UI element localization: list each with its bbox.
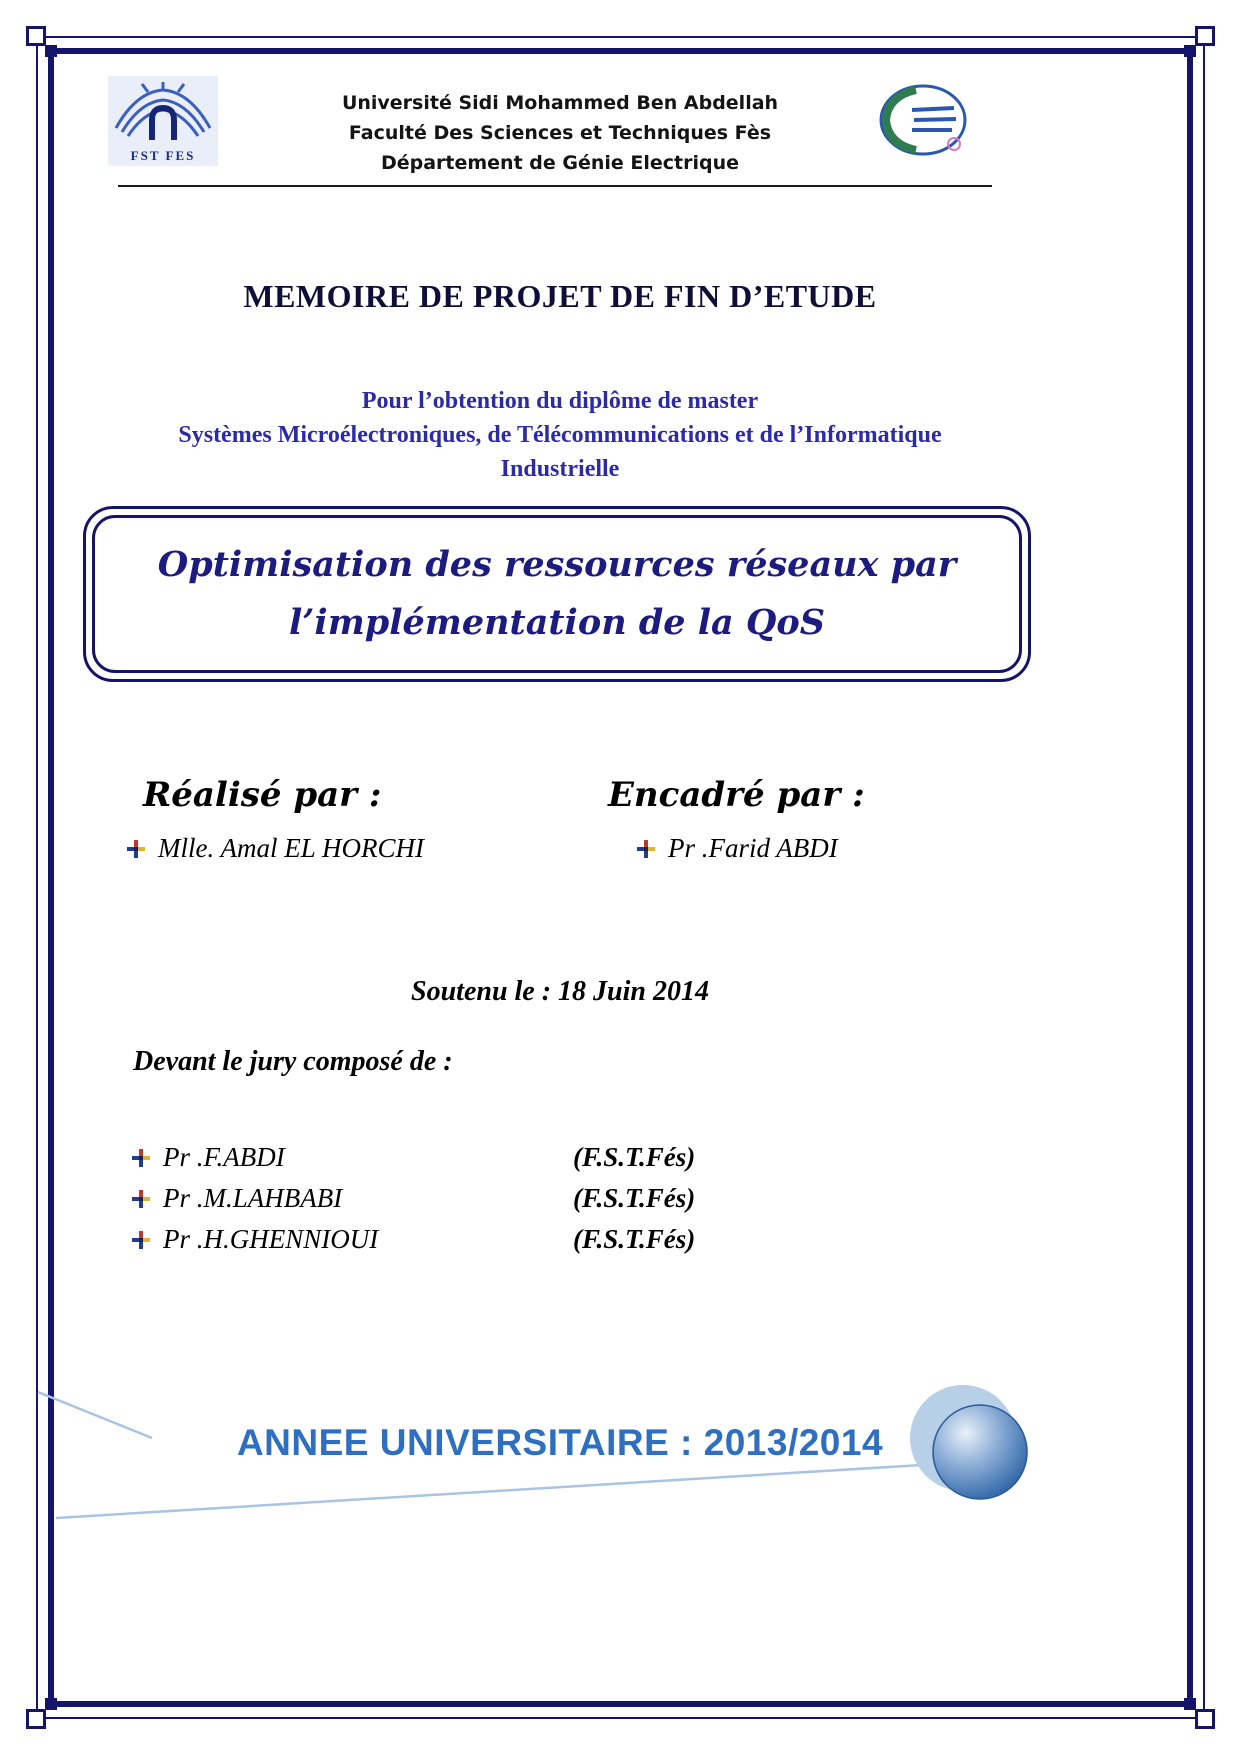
fst-logo-caption: FST FES	[130, 148, 196, 163]
jury-member-name: Pr .H.GHENNIOUI	[163, 1224, 379, 1254]
corner-ornament-dot	[45, 45, 57, 57]
jury-member-affiliation: (F.S.T.Fés)	[573, 1142, 696, 1172]
jury-row	[131, 1224, 871, 1255]
dept-logo-green-crescent	[886, 90, 916, 150]
bullet-icon	[131, 1189, 151, 1209]
supervisor-row	[636, 833, 838, 864]
encadre-par-label: Encadré par :	[608, 775, 865, 815]
department-name: Département de Génie Electrique	[380, 152, 740, 174]
degree-statement	[45, 384, 1075, 486]
jury-heading: Devant le jury composé de :	[133, 1046, 453, 1077]
author-row	[126, 833, 424, 864]
defense-date: Soutenu le : 18 Juin 2014	[411, 976, 709, 1007]
subject-line-1: Optimisation des ressources réseaux par	[157, 544, 957, 585]
bullet-icon	[131, 1148, 151, 1168]
corner-ornament-dot	[45, 1698, 57, 1710]
degree-line-2: Systèmes Microélectroniques, de Télécommunications et de l’Informatique	[178, 422, 942, 448]
bullet-icon	[131, 1230, 151, 1250]
header-divider	[118, 185, 992, 187]
subject-title-inner-border	[92, 515, 1022, 673]
jury-member-affiliation: (F.S.T.Fés)	[573, 1183, 696, 1213]
subject-title-box	[83, 506, 1031, 682]
corner-ornament-dot	[1184, 1698, 1196, 1710]
corner-ornament	[1195, 26, 1215, 46]
jury-member-affiliation: (F.S.T.Fés)	[573, 1224, 696, 1254]
institution-header	[250, 88, 870, 178]
jury-member-name: Pr .M.LAHBABI	[163, 1183, 343, 1213]
jury-list	[131, 1142, 871, 1265]
corner-ornament	[26, 1709, 46, 1729]
fst-fes-logo	[108, 76, 218, 166]
realise-par-label: Réalisé par :	[143, 775, 382, 815]
subject-line-2: l’implémentation de la QoS	[288, 602, 826, 643]
supervisor-name: Pr .Farid ABDI	[668, 833, 838, 863]
jury-member-name: Pr .F.ABDI	[163, 1142, 285, 1172]
corner-ornament-dot	[1184, 45, 1196, 57]
degree-line-1: Pour l’obtention du diplôme de master	[361, 388, 759, 414]
bullet-icon	[126, 839, 146, 859]
bullet-icon	[636, 839, 656, 859]
corner-ornament	[1195, 1709, 1215, 1729]
jury-row	[131, 1142, 871, 1173]
document-title: MEMOIRE DE PROJET DE FIN D’ETUDE	[243, 278, 877, 314]
department-logo	[872, 78, 974, 168]
corner-ornament	[26, 26, 46, 46]
faculty-name: Faculté Des Sciences et Techniques Fès	[348, 122, 772, 144]
academic-year: ANNEE UNIVERSITAIRE : 2013/2014	[236, 1422, 884, 1463]
dept-logo-lines	[912, 108, 956, 130]
degree-line-3: Industrielle	[500, 456, 620, 482]
university-name: Université Sidi Mohammed Ben Abdellah	[341, 92, 779, 114]
jury-row	[131, 1183, 871, 1214]
author-name: Mlle. Amal EL HORCHI	[158, 833, 424, 863]
